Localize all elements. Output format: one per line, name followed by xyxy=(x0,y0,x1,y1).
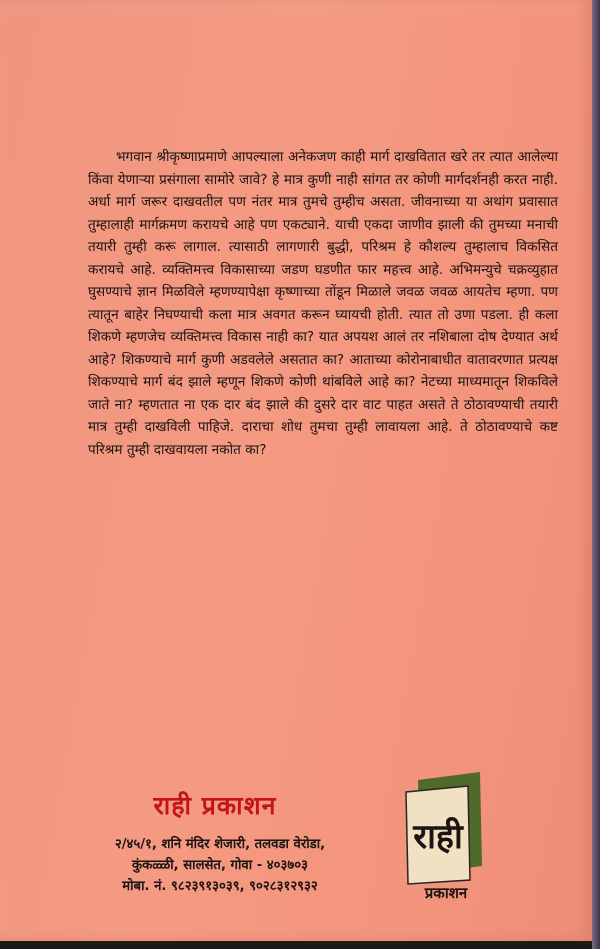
publisher-name: राही प्रकाशन xyxy=(153,791,277,820)
publisher-phone: मोबा. नं. ९८२३९१३०३९, ९०२८३१२९३२ xyxy=(122,879,318,894)
logo-mark-text: राही xyxy=(413,817,463,857)
publisher-address-line-1: २/४५/१, शनि मंदिर शेजारी, तलवडा वेरोडा, xyxy=(114,837,326,852)
blurb-text-block xyxy=(88,146,558,461)
blurb-paragraph: भगवान श्रीकृष्णाप्रमाणे आपल्याला अनेकजण काही मार्ग दाखवितात खरे तर त्यात आलेल्या किंवा येणाऱ्या प्रसंगाला सामोरे जावे? हे मात्र कुणी नाही सांगत तर कोणी मार्गदर्शनही करत नाही. अर्धा मार्ग जरूर दाखवतील पण नंतर मात्र तुमचे तुम्हीच असता. जीवनाच्या या अथांग प्रवासात तुम्हालाही मार्गक्रमण करायचे आहे पण एकट्याने. याची एकदा जाणीव झाली की तुमच्या मनाची तयारी तुम्ही करू लागाल. त्यासाठी लागणारी बुद्धी, परिश्रम हे कौशल्य तुम्हालाच विकसित करायचे आहे. व्यक्तिमत्त्व विकासाच्या जडण घडणीत फार महत्त्व आहे. अभिमन्युचे चक्रव्युहात घुसण्याचे ज्ञान मिळविले म्हणण्यापेक्षा कृष्णाच्या तोंडून मिळाले जवळ जवळ आयतेच म्हणा. पण त्यातून बाहेर निघण्याची कला मात्र अवगत करून घ्यायची होती. त्यात तो उणा पडला. ही कला शिकणे म्हणजेच व्यक्तिमत्त्व विकास नाही का? यात अपयश आलं तर नशिबाला दोष देण्यात अर्थ आहे? शिकण्याचे मार्ग कुणी अडवलेले असतात का? आताच्या कोरोनाबाधीत वातावरणात प्रत्यक्ष शिकण्याचे मार्ग बंद झाले म्हणून शिकणे कोणी थांबविले आहे का? नेटच्या माध्यमातून शिकविले जाते ना? म्हणतात ना एक दार बंद झाले की दुसरे दार वाट पाहत असते ते ठोठावण्याची तयारी मात्र तुम्ही दाखविली पाहिजे. दाराचा शोध तुमचा तुम्ही लावायला आहे. ते ठोठावण्याचे कष्ट परिश्रम तुम्ही दाखवायला नकोत का? xyxy=(88,149,558,458)
logo-caption: प्रकाशन xyxy=(424,884,468,902)
publisher-address-line-2: कुंकळ्ळी, सालसेत, गोवा - ४०३७०३ xyxy=(132,858,308,873)
publisher-block xyxy=(80,788,400,897)
spine-edge xyxy=(592,0,600,949)
publisher-logo xyxy=(398,770,494,900)
